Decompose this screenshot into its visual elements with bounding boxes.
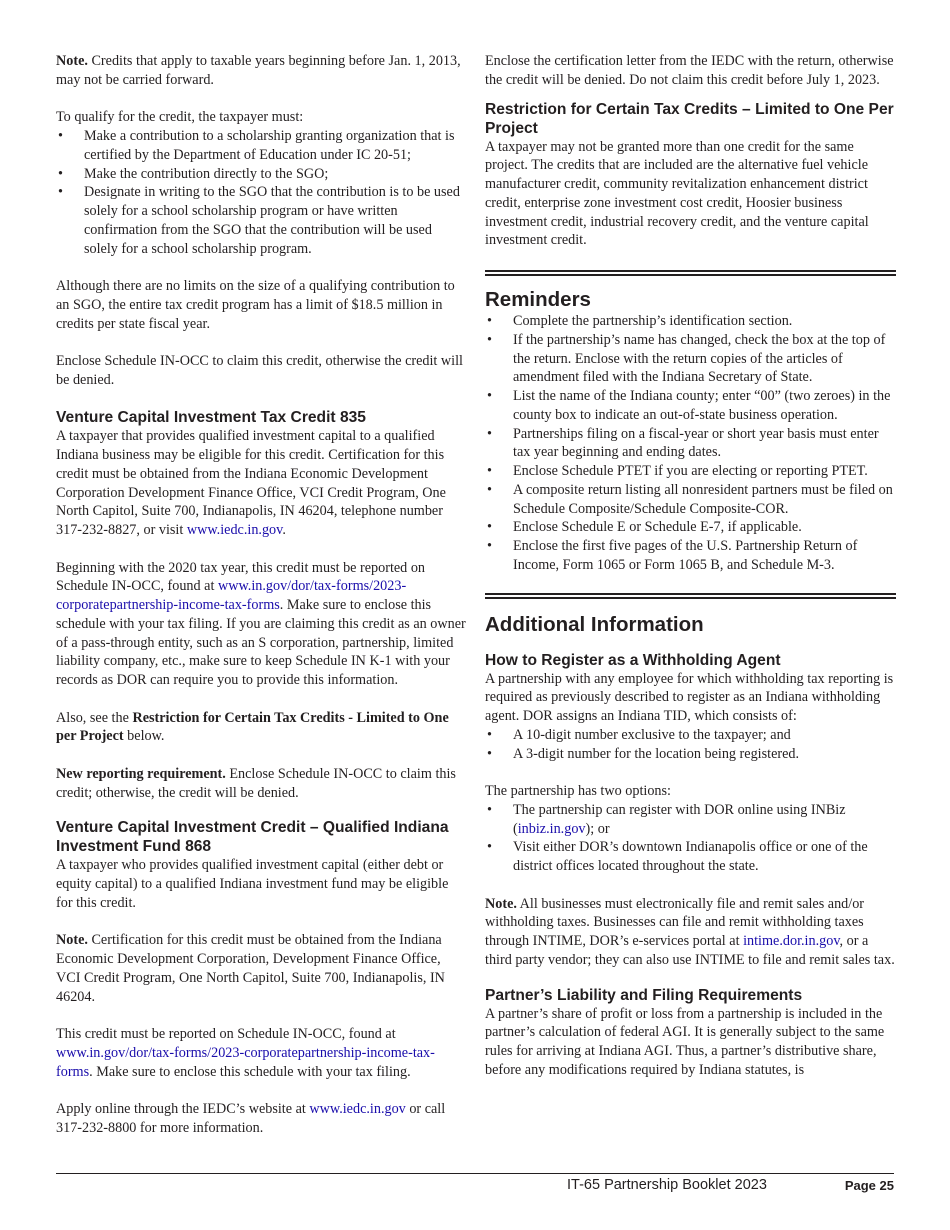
reminders-list xyxy=(485,312,896,575)
right-column xyxy=(485,52,896,1080)
list-item: • If the partnership’s name has changed, check the box at the top of the return. Enclose with the return copies of the articles of amendment filed with the Indiana Secretary of State. xyxy=(485,331,896,387)
section-divider xyxy=(485,270,896,276)
list-item: • Enclose the first five pages of the U.S. Partnership Return of Income, Form 1065 or Form 1065 B, and Schedule M-3. xyxy=(485,537,896,575)
vc868-paragraph-1: A taxpayer who provides qualified investment capital (either debt or equity capital) to a qualified Indiana investment fund may be eligible for this credit. xyxy=(56,857,449,911)
list-item: • A composite return listing all nonresident partners must be filed on Schedule Composite/Schedule Composite-COR. xyxy=(485,481,896,519)
page-number: Page 25 xyxy=(844,1178,894,1193)
list-item: • Enclose Schedule PTET if you are electing or reporting PTET. xyxy=(485,462,896,481)
tax-forms-link[interactable]: www.in.gov/dor/tax-forms/2023-corporatepartnership-income-tax-forms xyxy=(56,1044,435,1080)
venture-capital-835-heading: Venture Capital Investment Tax Credit 835 xyxy=(56,409,366,427)
enclose-paragraph: Enclose Schedule IN-OCC to claim this credit, otherwise the credit will be denied. xyxy=(56,353,463,388)
list-item: • Partnerships filing on a fiscal-year or short year basis must enter tax year beginning and ending dates. xyxy=(485,425,896,463)
vc835-paragraph-1: A taxpayer that provides qualified investment capital to a qualified Indiana business may be eligible for this credit. Certification for this credit must be obtained from the Indiana Economic Development Corporation Development Finance Office, VCI Credit Program, One North Capitol, Suite 700, Indianapolis, IN 46204, telephone number 317-232-8827, or visit www.iedc.in.gov. xyxy=(56,428,446,538)
list-item: • Make a contribution to a scholarship granting organization that is certified by the Department of Education under IC 20-51; xyxy=(56,127,467,165)
section-divider xyxy=(485,593,896,599)
additional-information-heading: Additional Information xyxy=(485,612,704,636)
left-column xyxy=(56,52,467,1138)
partner-liability-paragraph: A partner’s share of profit or loss from a partnership is included in the partner’s calculation of federal AGI. It is generally subject to the same rules for arriving at Indiana AGI. Thus, a partner’s distributive share, before any modifications required by Indiana statutes, is xyxy=(485,1005,885,1078)
list-item: • Enclose Schedule E or Schedule E-7, if applicable. xyxy=(485,518,896,537)
venture-capital-868-heading: Venture Capital Investment Credit – Qualified Indiana Investment Fund 868 xyxy=(56,819,449,856)
vc868-paragraph-4: Apply online through the IEDC’s website at www.iedc.in.gov or call 317-232-8800 for more information. xyxy=(56,1101,446,1136)
withholding-paragraph: A partnership with any employee for which withholding tax reporting is required as previously described to register as an Indiana withholding agent. DOR assigns an Indiana TID, which consists of: xyxy=(485,670,894,724)
qualify-list xyxy=(56,127,467,258)
list-item: • A 3-digit number for the location being registered. xyxy=(485,745,896,764)
list-item: • Make the contribution directly to the SGO; xyxy=(56,165,467,184)
certification-paragraph: Enclose the certification letter from the IEDC with the return, otherwise the credit will be denied. Do not claim this credit before July 1, 2023. xyxy=(485,53,894,88)
qualify-intro: To qualify for the credit, the taxpayer must: xyxy=(56,109,304,126)
tax-forms-link[interactable]: www.in.gov/dor/tax-forms/2023-corporatepartnership-income-tax-forms xyxy=(56,578,407,613)
withholding-agent-heading: How to Register as a Withholding Agent xyxy=(485,651,781,669)
restriction-heading: Restriction for Certain Tax Credits – Limited to One Per Project xyxy=(485,100,894,137)
list-item: • The partnership can register with DOR online using INBiz (inbiz.in.gov); or xyxy=(485,801,896,839)
partner-liability-heading: Partner’s Liability and Filing Requirements xyxy=(485,986,803,1004)
booklet-title: IT-65 Partnership Booklet 2023 xyxy=(567,1177,767,1193)
limit-paragraph: Although there are no limits on the size of a qualifying contribution to an SGO, the entire tax credit program has a limit of $18.5 million in credits per state fiscal year. xyxy=(56,278,455,332)
note-carry-forward: Note. Credits that apply to taxable years beginning before Jan. 1, 2013, may not be carried forward. xyxy=(56,53,461,88)
vc835-paragraph-2: Beginning with the 2020 tax year, this credit must be reported on Schedule IN-OCC, found at www.in.gov/dor/tax-forms/2023-corporatepartnership-income-tax-forms. Make sure to enclose this schedule with your tax filing. If you are claiming this credit as an owner of a pass-through entity, such as an S corporation, partnership, limited liability company, etc., make sure to keep Schedule IN K-1 with your records as DOR can require you to provide this information. xyxy=(56,559,466,688)
options-intro: The partnership has two options: xyxy=(485,783,671,799)
iedc-link[interactable]: www.iedc.in.gov xyxy=(309,1101,406,1117)
vc868-note: Note. Certification for this credit must be obtained from the Indiana Economic Development Corporation, Development Finance Office, VCI Credit Program, One North Capitol, Suite 700, Indianapolis, IN 46204. xyxy=(56,932,445,1005)
vc868-paragraph-3: This credit must be reported on Schedule IN-OCC, found at www.in.gov/dor/tax-forms/2023-corporatepartnership-income-tax-forms. Make sure to enclose this schedule with your tax filing. xyxy=(56,1026,435,1080)
vc835-paragraph-4: New reporting requirement. Enclose Schedule IN-OCC to claim this credit; otherwise, the credit will be denied. xyxy=(56,765,456,801)
options-list xyxy=(485,801,896,876)
withholding-note: Note. All businesses must electronically file and remit sales and/or withholding taxes. Businesses can file and remit withholding taxes through INTIME, DOR’s e-services portal at intime.dor.in.gov, or a third party vendor; they can also use INTIME to file and remit sales tax. xyxy=(485,895,895,968)
vc835-paragraph-3: Also, see the Restriction for Certain Tax Credits - Limited to One per Project below. xyxy=(56,709,449,745)
list-item: • Complete the partnership’s identification section. xyxy=(485,312,896,331)
list-item: • A 10-digit number exclusive to the taxpayer; and xyxy=(485,726,896,745)
list-item: • Visit either DOR’s downtown Indianapolis office or one of the district offices located throughout the state. xyxy=(485,838,896,876)
list-item: • List the name of the Indiana county; enter “00” (two zeroes) in the county box to indicate an out-of-state business operation. xyxy=(485,387,896,425)
restriction-paragraph: A taxpayer may not be granted more than one credit for the same project. The credits that are included are the alternative fuel vehicle manufacturer credit, community revitalization enhancement district credit, enterprise zone investment cost credit, Hoosier business investment credit, industrial recovery credit, and the venture capital investment credit. xyxy=(485,138,869,249)
iedc-link[interactable]: www.iedc.in.gov xyxy=(186,522,283,538)
list-item: • Designate in writing to the SGO that the contribution is to be used solely for a school scholarship program or have written confirmation from the SGO that the contribution will be used solely for a school scholarship program. xyxy=(56,183,467,258)
intime-link[interactable]: intime.dor.in.gov xyxy=(743,933,840,949)
tid-list xyxy=(485,726,896,764)
footer-rule xyxy=(56,1173,894,1174)
reminders-heading: Reminders xyxy=(485,288,591,311)
inbiz-link[interactable]: inbiz.in.gov xyxy=(517,820,586,837)
